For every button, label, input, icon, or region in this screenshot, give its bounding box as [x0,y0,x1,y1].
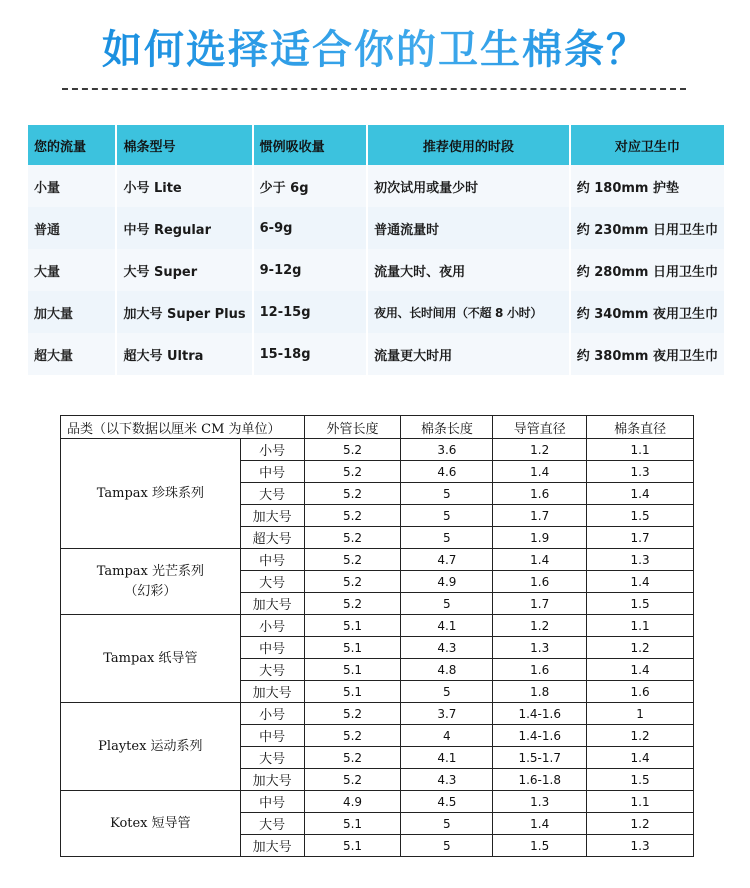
guide-cell: 少于 6g [254,165,367,207]
page-title: 如何选择适合你的卫生棉条？ [102,27,648,73]
guide-row [28,249,724,291]
value-cell: 4.1 [401,615,493,637]
brand-name: Tampax 珍珠系列 [96,485,204,501]
value-cell: 5 [401,593,493,615]
value-cell: 5.2 [304,483,401,505]
table-row [61,703,694,725]
guide-header-cell: 棉条型号 [117,125,251,165]
guide-cell: 夜用、长时间用（不超 8 小时） [368,291,569,333]
guide-cell: 大号 Super [117,249,251,291]
value-cell: 5.2 [304,703,401,725]
brand-note: （幻彩） [124,583,177,599]
value-cell: 4.9 [304,791,401,813]
value-cell: 1.2 [493,615,587,637]
value-cell: 4.6 [401,461,493,483]
guide-row [28,207,724,249]
guide-cell: 大量 [28,249,115,291]
value-cell: 1.6-1.8 [493,769,587,791]
value-cell: 1.7 [493,593,587,615]
guide-cell: 加大量 [28,291,115,333]
value-cell: 4.8 [401,659,493,681]
value-cell: 5.1 [304,637,401,659]
brand-cell [61,615,241,703]
value-cell: 1.7 [587,527,694,549]
size-header-cell: 导管直径 [493,416,587,439]
value-cell: 1.6 [493,483,587,505]
size-cell: 中号 [240,549,304,571]
value-cell: 1.4 [493,813,587,835]
guide-row [28,333,724,375]
guide-table [26,125,726,375]
size-cell: 加大号 [240,681,304,703]
dashed-divider [62,88,686,90]
brand-cell [61,439,241,549]
guide-cell: 超大号 Ultra [117,333,251,375]
value-cell: 3.6 [401,439,493,461]
size-header-cell: 品类（以下数据以厘米 CM 为单位） [61,416,305,439]
value-cell: 1.5 [493,835,587,857]
guide-cell: 超大量 [28,333,115,375]
size-cell: 大号 [240,483,304,505]
brand-cell [61,791,241,857]
size-header-cell: 棉条长度 [401,416,493,439]
value-cell: 4.3 [401,637,493,659]
guide-cell: 流量更大时用 [368,333,569,375]
value-cell: 4.9 [401,571,493,593]
guide-cell: 12-15g [254,291,367,333]
value-cell: 1.6 [587,681,694,703]
guide-cell: 加大号 Super Plus [117,291,251,333]
size-cell: 小号 [240,439,304,461]
guide-header-cell: 您的流量 [28,125,115,165]
guide-cell: 15-18g [254,333,367,375]
value-cell: 1.4-1.6 [493,703,587,725]
value-cell: 1.5 [587,593,694,615]
table-row [61,549,694,571]
value-cell: 1.6 [493,659,587,681]
value-cell: 4.7 [401,549,493,571]
value-cell: 5 [401,483,493,505]
value-cell: 1.2 [493,439,587,461]
value-cell: 1.5 [587,505,694,527]
size-cell: 大号 [240,571,304,593]
guide-cell: 约 340mm 夜用卫生巾 [571,291,724,333]
value-cell: 1.3 [587,835,694,857]
value-cell: 5.1 [304,615,401,637]
value-cell: 1.5-1.7 [493,747,587,769]
value-cell: 1.4 [587,659,694,681]
value-cell: 5 [401,835,493,857]
value-cell: 1.7 [493,505,587,527]
guide-cell: 9-12g [254,249,367,291]
value-cell: 1.2 [587,637,694,659]
guide-row [28,291,724,333]
value-cell: 5.2 [304,725,401,747]
guide-cell: 约 380mm 夜用卫生巾 [571,333,724,375]
value-cell: 1.9 [493,527,587,549]
guide-cell: 普通流量时 [368,207,569,249]
brand-name: Playtex 运动系列 [98,738,203,754]
brand-name: Tampax 纸导管 [103,650,198,666]
brand-cell [61,703,241,791]
size-cell: 中号 [240,791,304,813]
value-cell: 5.2 [304,571,401,593]
value-cell: 1.2 [587,725,694,747]
guide-cell: 6-9g [254,207,367,249]
table-row [61,439,694,461]
value-cell: 5 [401,813,493,835]
value-cell: 5.2 [304,527,401,549]
size-cell: 小号 [240,615,304,637]
value-cell: 5.1 [304,813,401,835]
value-cell: 1.5 [587,769,694,791]
size-cell: 大号 [240,813,304,835]
value-cell: 4 [401,725,493,747]
value-cell: 5.2 [304,769,401,791]
size-cell: 超大号 [240,527,304,549]
value-cell: 5 [401,527,493,549]
value-cell: 1.4-1.6 [493,725,587,747]
brand-name: Tampax 光芒系列 [96,563,204,579]
value-cell: 1.4 [493,549,587,571]
brand-name: Kotex 短导管 [110,815,191,831]
value-cell: 1.4 [587,747,694,769]
value-cell: 5.2 [304,461,401,483]
guide-cell: 约 180mm 护垫 [571,165,724,207]
size-header-cell: 棉条直径 [587,416,694,439]
value-cell: 4.3 [401,769,493,791]
value-cell: 5.1 [304,681,401,703]
value-cell: 1.3 [493,637,587,659]
value-cell: 5 [401,681,493,703]
guide-cell: 初次试用或量少时 [368,165,569,207]
value-cell: 4.5 [401,791,493,813]
guide-cell: 中号 Regular [117,207,251,249]
value-cell: 4.1 [401,747,493,769]
value-cell: 5.1 [304,835,401,857]
guide-table-header [28,125,724,165]
guide-header-cell: 推荐使用的时段 [368,125,569,165]
guide-cell: 流量大时、夜用 [368,249,569,291]
guide-cell: 约 230mm 日用卫生巾 [571,207,724,249]
guide-cell: 小号 Lite [117,165,251,207]
value-cell: 1 [587,703,694,725]
value-cell: 1.3 [493,791,587,813]
size-cell: 加大号 [240,593,304,615]
value-cell: 1.4 [587,571,694,593]
guide-cell: 小量 [28,165,115,207]
value-cell: 3.7 [401,703,493,725]
size-cell: 加大号 [240,835,304,857]
value-cell: 1.1 [587,791,694,813]
table-row [61,615,694,637]
guide-cell: 约 280mm 日用卫生巾 [571,249,724,291]
size-cell: 大号 [240,659,304,681]
value-cell: 5.2 [304,505,401,527]
size-cell: 中号 [240,725,304,747]
value-cell: 5.2 [304,593,401,615]
size-cell: 中号 [240,637,304,659]
brand-cell [61,549,241,615]
value-cell: 5.2 [304,549,401,571]
value-cell: 5.1 [304,659,401,681]
table-row [61,791,694,813]
size-table-header [61,416,694,439]
value-cell: 1.3 [587,549,694,571]
value-cell: 1.8 [493,681,587,703]
size-cell: 大号 [240,747,304,769]
size-cell: 加大号 [240,769,304,791]
size-cell: 中号 [240,461,304,483]
guide-row [28,165,724,207]
value-cell: 1.1 [587,615,694,637]
value-cell: 5 [401,505,493,527]
size-table [60,415,694,857]
value-cell: 5.2 [304,747,401,769]
size-header-cell: 外管长度 [304,416,401,439]
size-cell: 小号 [240,703,304,725]
guide-header-cell: 对应卫生巾 [571,125,724,165]
guide-header-cell: 惯例吸收量 [254,125,367,165]
value-cell: 1.6 [493,571,587,593]
value-cell: 1.4 [587,483,694,505]
value-cell: 1.4 [493,461,587,483]
value-cell: 1.3 [587,461,694,483]
size-cell: 加大号 [240,505,304,527]
value-cell: 1.2 [587,813,694,835]
guide-cell: 普通 [28,207,115,249]
value-cell: 1.1 [587,439,694,461]
value-cell: 5.2 [304,439,401,461]
